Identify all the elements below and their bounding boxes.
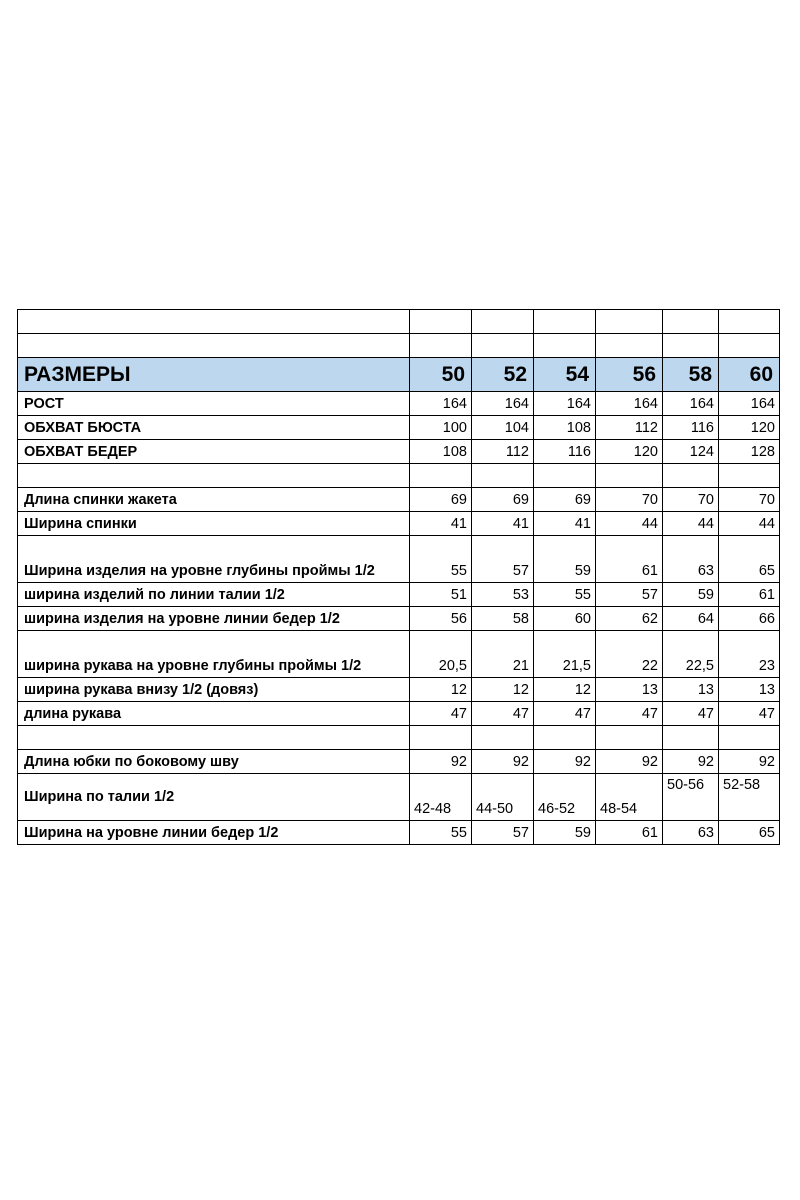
- size-header: 58: [663, 358, 719, 392]
- row-label: Ширина на уровне линии бедер 1/2: [18, 821, 410, 845]
- empty-row: [18, 464, 780, 488]
- empty-row: [18, 726, 780, 750]
- header-row: [18, 358, 780, 392]
- table-row: [18, 774, 780, 821]
- table-row: [18, 488, 780, 512]
- cell-value: 44: [663, 512, 719, 536]
- cell-value: 108: [534, 416, 596, 440]
- cell-value: 70: [596, 488, 663, 512]
- cell-value: 62: [596, 607, 663, 631]
- cell-value: 164: [410, 392, 472, 416]
- cell-value: 164: [596, 392, 663, 416]
- row-label: ширина изделия на уровне линии бедер 1/2: [18, 607, 410, 631]
- cell-value: 63: [663, 536, 719, 583]
- cell-value: 92: [410, 750, 472, 774]
- cell-value: 124: [663, 440, 719, 464]
- cell-value: 66: [719, 607, 780, 631]
- table-row: [18, 678, 780, 702]
- row-label: ОБХВАТ БЮСТА: [18, 416, 410, 440]
- table-row: [18, 750, 780, 774]
- cell-value: 59: [534, 821, 596, 845]
- cell-value: 116: [534, 440, 596, 464]
- cell-value: 13: [663, 678, 719, 702]
- cell-value: 92: [663, 750, 719, 774]
- cell-value: 12: [472, 678, 534, 702]
- size-header: 54: [534, 358, 596, 392]
- cell-value: 61: [596, 536, 663, 583]
- row-label: длина рукава: [18, 702, 410, 726]
- cell-value: 23: [719, 631, 780, 678]
- cell-value: 22: [596, 631, 663, 678]
- header-label: РАЗМЕРЫ: [18, 358, 410, 392]
- cell-value: 44-50: [472, 774, 534, 821]
- table-row: [18, 392, 780, 416]
- cell-value: 70: [663, 488, 719, 512]
- cell-value: 44: [719, 512, 780, 536]
- cell-value: 69: [534, 488, 596, 512]
- row-label: Ширина изделия на уровне глубины проймы 1/2: [18, 536, 410, 583]
- table-row: [18, 440, 780, 464]
- cell-value: 59: [534, 536, 596, 583]
- cell-value: 108: [410, 440, 472, 464]
- cell-value: 55: [410, 821, 472, 845]
- cell-value: 12: [410, 678, 472, 702]
- cell-value: 53: [472, 583, 534, 607]
- size-header: 60: [719, 358, 780, 392]
- size-chart-table: [17, 309, 780, 845]
- cell-value: 116: [663, 416, 719, 440]
- row-label: Длина юбки по боковому шву: [18, 750, 410, 774]
- cell-value: 164: [472, 392, 534, 416]
- row-label: Ширина спинки: [18, 512, 410, 536]
- cell-value: 92: [719, 750, 780, 774]
- cell-value: 70: [719, 488, 780, 512]
- cell-value: 55: [410, 536, 472, 583]
- cell-value: 92: [596, 750, 663, 774]
- cell-value: 120: [719, 416, 780, 440]
- cell-value: 64: [663, 607, 719, 631]
- table-row: [18, 536, 780, 583]
- table-row: [18, 631, 780, 678]
- cell-value: 12: [534, 678, 596, 702]
- cell-value: 41: [534, 512, 596, 536]
- cell-value: 47: [472, 702, 534, 726]
- cell-value: 65: [719, 821, 780, 845]
- cell-value: 47: [534, 702, 596, 726]
- cell-value: 69: [472, 488, 534, 512]
- row-label: Длина спинки жакета: [18, 488, 410, 512]
- table-row: [18, 607, 780, 631]
- cell-value: 50-56: [663, 774, 719, 821]
- cell-value: 13: [719, 678, 780, 702]
- size-header: 50: [410, 358, 472, 392]
- empty-row: [18, 334, 780, 358]
- cell-value: 58: [472, 607, 534, 631]
- cell-value: 104: [472, 416, 534, 440]
- cell-value: 13: [596, 678, 663, 702]
- table-row: [18, 512, 780, 536]
- cell-value: 44: [596, 512, 663, 536]
- cell-value: 59: [663, 583, 719, 607]
- cell-value: 128: [719, 440, 780, 464]
- cell-value: 41: [410, 512, 472, 536]
- cell-value: 69: [410, 488, 472, 512]
- cell-value: 65: [719, 536, 780, 583]
- cell-value: 92: [472, 750, 534, 774]
- size-header: 52: [472, 358, 534, 392]
- cell-value: 57: [596, 583, 663, 607]
- table-row: [18, 821, 780, 845]
- cell-value: 112: [596, 416, 663, 440]
- cell-value: 48-54: [596, 774, 663, 821]
- cell-value: 22,5: [663, 631, 719, 678]
- cell-value: 63: [663, 821, 719, 845]
- cell-value: 42-48: [410, 774, 472, 821]
- cell-value: 21,5: [534, 631, 596, 678]
- row-label: Ширина по талии 1/2: [18, 774, 410, 821]
- cell-value: 164: [663, 392, 719, 416]
- cell-value: 92: [534, 750, 596, 774]
- empty-row: [18, 310, 780, 334]
- cell-value: 20,5: [410, 631, 472, 678]
- row-label: ОБХВАТ БЕДЕР: [18, 440, 410, 464]
- cell-value: 47: [596, 702, 663, 726]
- cell-value: 60: [534, 607, 596, 631]
- cell-value: 164: [719, 392, 780, 416]
- cell-value: 52-58: [719, 774, 780, 821]
- table-row: [18, 583, 780, 607]
- cell-value: 47: [663, 702, 719, 726]
- cell-value: 112: [472, 440, 534, 464]
- cell-value: 46-52: [534, 774, 596, 821]
- cell-value: 51: [410, 583, 472, 607]
- cell-value: 56: [410, 607, 472, 631]
- cell-value: 61: [596, 821, 663, 845]
- cell-value: 57: [472, 821, 534, 845]
- cell-value: 21: [472, 631, 534, 678]
- cell-value: 47: [410, 702, 472, 726]
- cell-value: 57: [472, 536, 534, 583]
- row-label: ширина изделий по линии талии 1/2: [18, 583, 410, 607]
- cell-value: 41: [472, 512, 534, 536]
- cell-value: 100: [410, 416, 472, 440]
- row-label: РОСТ: [18, 392, 410, 416]
- cell-value: 120: [596, 440, 663, 464]
- row-label: ширина рукава внизу 1/2 (довяз): [18, 678, 410, 702]
- table-row: [18, 702, 780, 726]
- cell-value: 164: [534, 392, 596, 416]
- cell-value: 61: [719, 583, 780, 607]
- table-row: [18, 416, 780, 440]
- size-header: 56: [596, 358, 663, 392]
- cell-value: 55: [534, 583, 596, 607]
- cell-value: 47: [719, 702, 780, 726]
- row-label: ширина рукава на уровне глубины проймы 1/2: [18, 631, 410, 678]
